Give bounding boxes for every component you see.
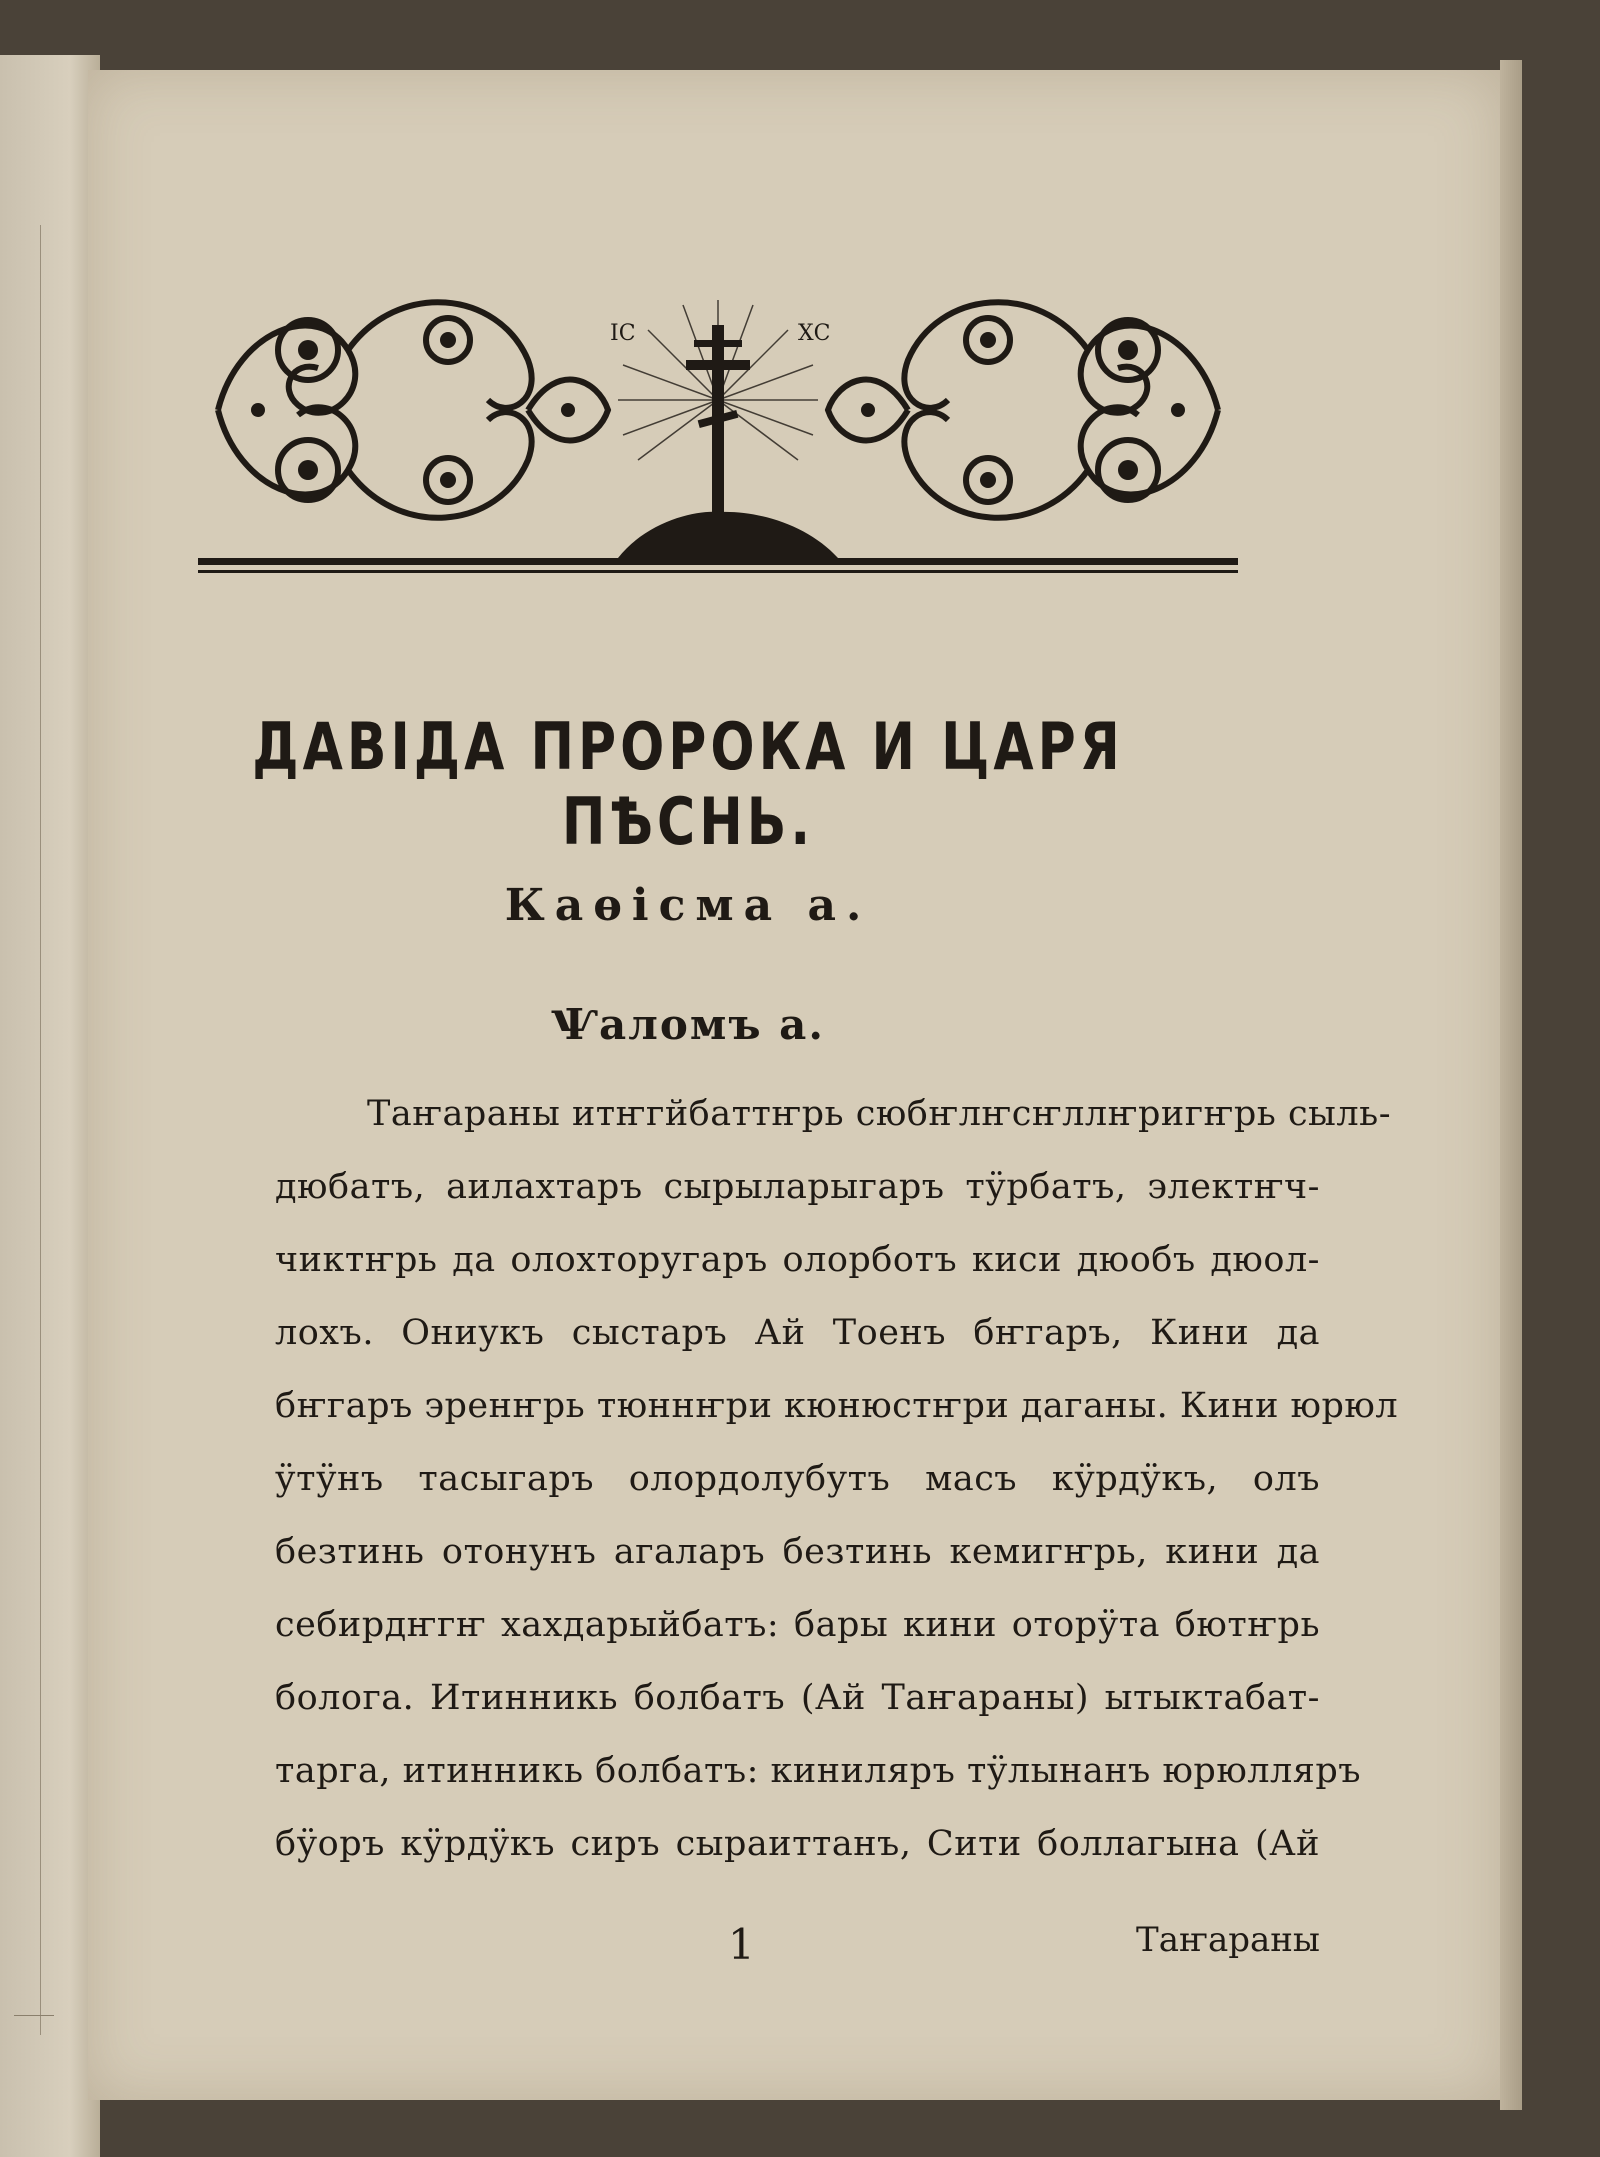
psalm-body bbox=[275, 1078, 1399, 1881]
left-scroll-icon bbox=[218, 302, 608, 518]
previous-page-edge bbox=[0, 55, 100, 2157]
body-line: бӱоръ кӱрдӱкъ сиръ сыраиттанъ, Сити боллагына (Ай bbox=[275, 1824, 1320, 1864]
page-title: ДАВІДА ПРОРОКА И ЦАРЯ ПѢСНЬ. bbox=[252, 710, 1124, 860]
monogram-left: ІС bbox=[610, 321, 636, 346]
ornament-rule-thick bbox=[198, 558, 1238, 565]
kathisma-heading: Каѳісма а. bbox=[504, 880, 872, 931]
body-line: тарга, итинникь болбатъ: киниляръ тӱлынанъ юрюлляръ bbox=[275, 1751, 1362, 1791]
body-line: дюбатъ, аилахтаръ сырыларыгаръ тӱрбатъ, электҥч- bbox=[275, 1167, 1320, 1207]
ornament-rule-thin bbox=[198, 570, 1238, 573]
body-line: безтинь отонунъ агаларъ безтинь кемигҥрь, кини да bbox=[275, 1532, 1320, 1572]
page-rule bbox=[40, 225, 41, 2035]
body-line: ӱтӱнъ тасыгаръ олордолубутъ масъ кӱрдӱкъ, олъ bbox=[275, 1459, 1320, 1499]
right-scroll-icon bbox=[828, 302, 1218, 518]
body-line: Таҥараны итҥгйбаттҥрь сюбҥлҥсҥллҥригҥрь сыль- bbox=[367, 1094, 1392, 1134]
body-line: себирдҥгҥ хахдарыйбатъ: бары кини оторӱта бютҥрь bbox=[275, 1605, 1320, 1645]
monogram-right: ХС bbox=[798, 321, 831, 346]
body-line: чиктҥрь да олохторугаръ олорботъ киси дюобъ дюол- bbox=[275, 1240, 1320, 1280]
psalm-heading: Ѱаломъ а. bbox=[550, 1000, 826, 1049]
body-line: бҥгаръ эренҥрь тюннҥри кюнюстҥри даганы. Кини юрюл bbox=[275, 1386, 1399, 1426]
headpiece-svg bbox=[198, 240, 1238, 590]
body-line: бологa. Итинникь болбатъ (Ай Таҥараны) ытыктабат- bbox=[275, 1678, 1320, 1718]
headpiece-ornament bbox=[198, 240, 1238, 590]
page-edge-shadow bbox=[1500, 60, 1522, 2110]
body-line: лохъ. Ониукъ сыстаръ Ай Тоенъ бҥгаръ, Кини да bbox=[275, 1313, 1320, 1353]
catchword: Таҥараны bbox=[1136, 1920, 1320, 1960]
ornament-fragment bbox=[14, 2015, 54, 2046]
page-number: 1 bbox=[728, 1920, 755, 1969]
book-page bbox=[88, 70, 1500, 2100]
